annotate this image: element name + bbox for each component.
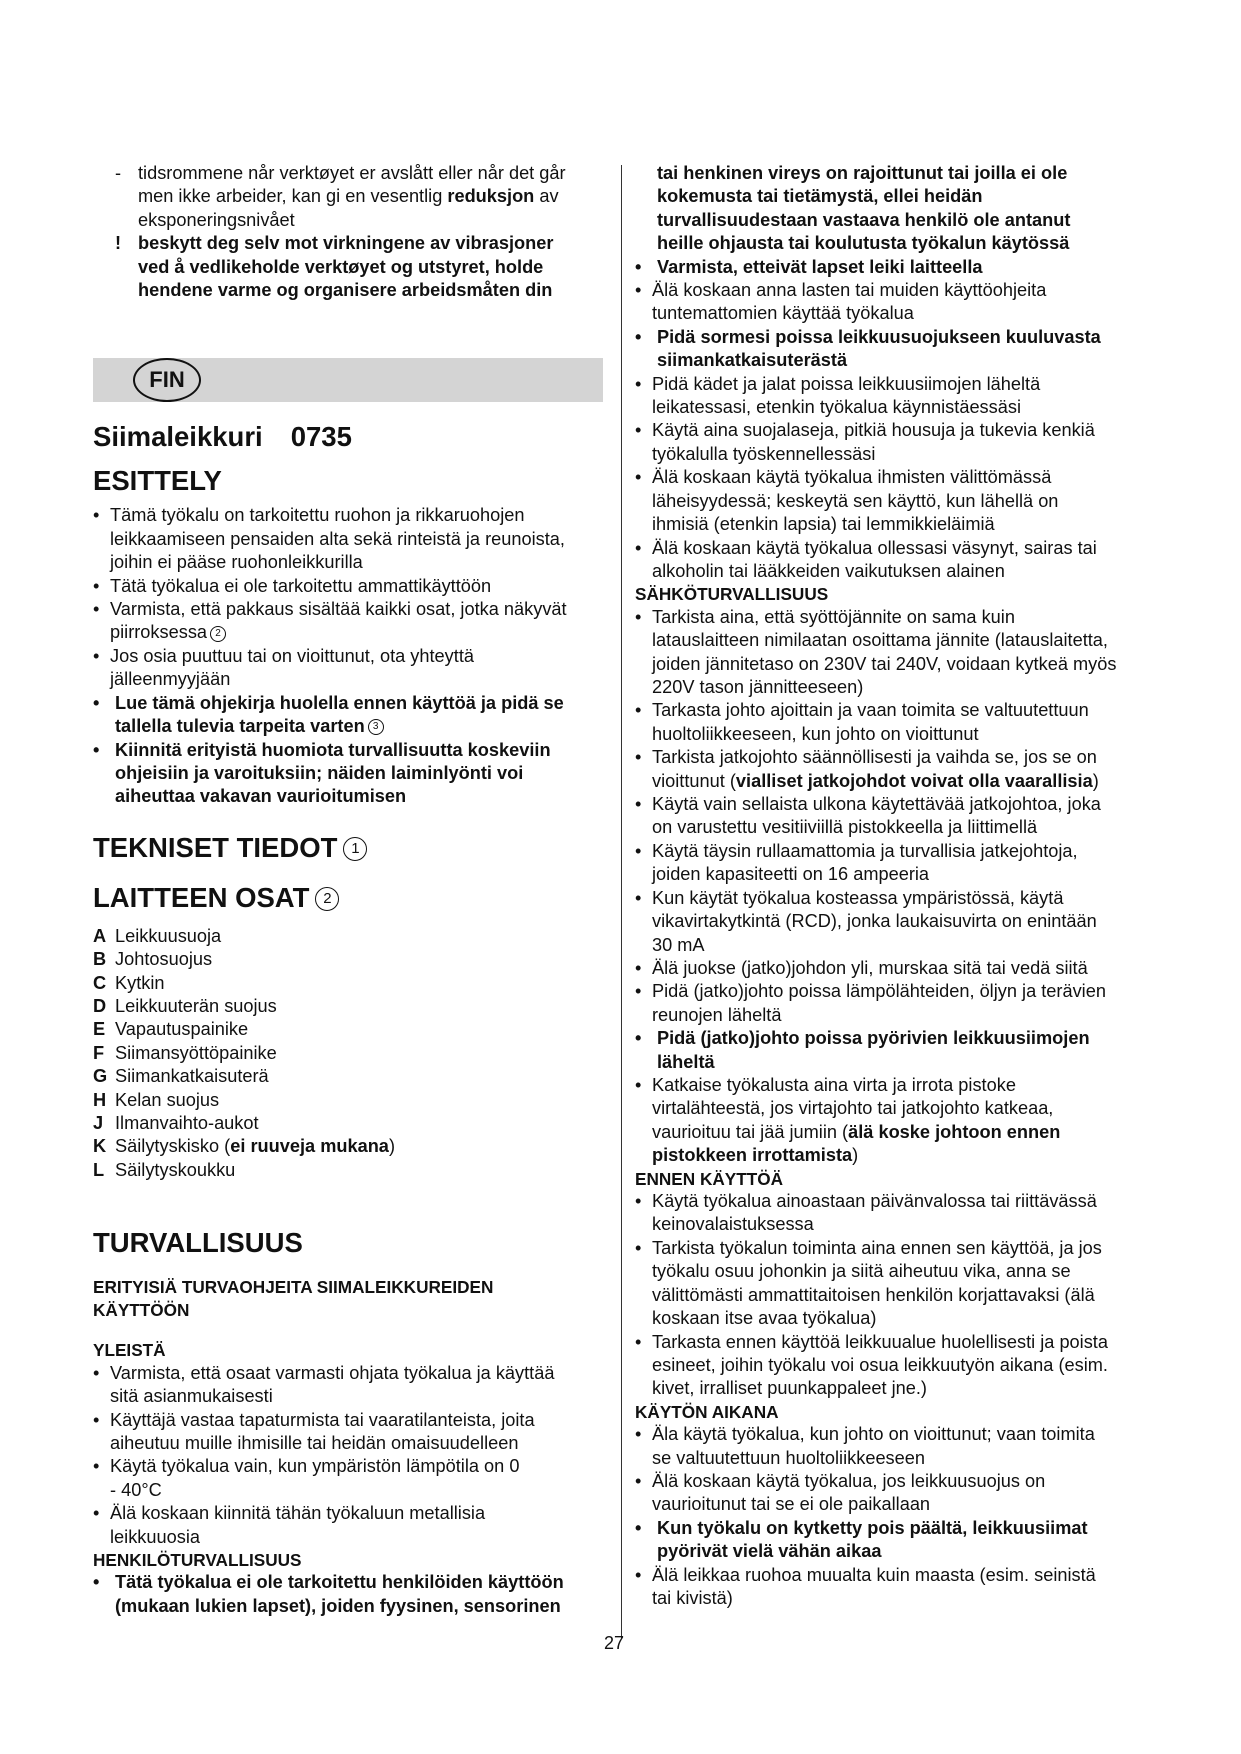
list-item-bold: • Pidä (jatko)johto poissa pyörivien leikkuusiimojen läheltä: [635, 1028, 1090, 1072]
right-column: [635, 162, 1145, 1610]
list-item: • Älä leikkaa ruohoa muualta kuin maasta (esim. seinistä tai kivistä): [635, 1564, 1096, 1609]
product-number: 0735: [290, 421, 352, 453]
list-item: • Varmista, että osaat varmasti ohjata työkalua ja käyttää sitä asianmukaisesti: [93, 1362, 555, 1407]
list-item: • Käytä työkalua vain, kun ympäristön lämpötila on 0 - 40°C: [93, 1456, 520, 1500]
subheading-sahkoturvallisuus: SÄHKÖTURVALLISUUS: [635, 584, 829, 605]
list-item: • Älä koskaan käytä työkalua, jos leikkuusuojus on vaurioitunut tai se ei ole paikallaan: [635, 1471, 1046, 1515]
list-item: • Älä koskaan anna lasten tai muiden käyttöohjeita tuntemattomien käyttää työkalua: [635, 280, 1047, 324]
text-line: eksponeringsnivået: [138, 209, 295, 230]
list-item: • Älä koskaan kiinnitä tähän työkaluun metallisia leikkuuosia: [93, 1503, 486, 1547]
part-row: C Kytkin: [93, 972, 165, 993]
list-item: • Käytä vain sellaista ulkona käytettävää jatkojohtoa, joka on varustettu vesitiiviillä pistokkeella ja liittimellä: [635, 794, 1101, 838]
list-item-bold: • Pidä sormesi poissa leikkuusuojukseen kuuluvasta siimankatkaisuterästä: [635, 326, 1101, 371]
part-row: B Johtosuojus: [93, 949, 213, 970]
esittely-list: [93, 504, 603, 808]
part-row: H Kelan suojus: [93, 1089, 220, 1110]
list-item: • Tarkista jatkojohto säännöllisesti ja vaihda se, jos se on vioittunut (vialliset jatkojohdot voivat olla vaarallisia): [635, 747, 1099, 791]
part-row: G Siimankatkaisuterä: [93, 1066, 269, 1087]
intro-dash-item: [93, 162, 603, 232]
list-item: • Käytä täysin rullaamattomia ja turvallisia jatkejohtoja, joiden kapasiteetti on 16 ampeeria: [635, 840, 1078, 885]
list-item: • Äla käytä työkalua, kun johto on vioittunut; vaan toimita se valtuutettuun huoltoliikkeeseen: [635, 1424, 1095, 1468]
list-item-bold: • Varmista, etteivät lapset leiki laitteella: [635, 256, 983, 277]
part-row: A Leikkuusuoja: [93, 925, 222, 946]
text-line: beskytt deg selv mot virkningene av vibrasjoner: [138, 233, 554, 254]
section-heading-turvallisuus: TURVALLISUUS: [93, 1227, 303, 1259]
section-heading-esittely: ESITTELY: [93, 465, 222, 497]
page-number: 27: [604, 1633, 625, 1653]
dash-bullet: -: [115, 163, 122, 183]
list-item: • Älä juokse (jatko)johdon yli, murskaa sitä tai vedä siitä: [635, 957, 1088, 978]
list-item: • Pidä kädet ja jalat poissa leikkuusiimojen läheltä leikatessasi, etenkin työkalua käynnistäessäsi: [635, 373, 1041, 418]
part-row: D Leikkuuterän suojus: [93, 995, 277, 1016]
text-line: hendene varme og organisere arbeidsmåten din: [138, 280, 553, 301]
figure-ref: 2: [210, 626, 226, 642]
list-item: • Tarkista työkalun toiminta aina ennen sen käyttöä, ja jos työkalu osuu johonkin ja siitä aiheutuu vika, anna se välittömästi ammattitaitoisen henkilön korjattavaksi (älä koskaan itse avaa työkalua): [635, 1237, 1102, 1329]
language-band: [93, 358, 603, 402]
text-line: ved å vedlikeholde verktøyet og utstyret, holde: [138, 256, 544, 277]
list-item: • Tätä työkalua ei ole tarkoitettu ammattikäyttöön: [93, 575, 492, 596]
list-item: • Kun käytät työkalua kosteassa ympäristössä, käytä vikavirtakytkintä (RCD), jonka laukaisuvirta on enintään 30 mA: [635, 887, 1097, 955]
left-column: [93, 162, 603, 1618]
subheading-kayton-aikana: KÄYTÖN AIKANA: [635, 1401, 779, 1422]
exclamation-icon: !: [115, 233, 122, 254]
list-item: • Älä koskaan käytä työkalua ihmisten välittömässä läheisyydessä; keskeytä sen käyttö, kun lähellä on ihmisiä (etenkin lapsia) tai lemmikkieläimiä: [635, 467, 1059, 535]
list-item: • Tarkasta johto ajoittain ja vaan toimita se valtuutettuun huoltoliikkeeseen, kun johto on vioittunut: [635, 700, 1089, 744]
section-heading-laitteen-osat: LAITTEEN OSAT 2: [93, 881, 603, 915]
text-line: men ikke arbeider, kan gi en vesentlig reduksjon av: [138, 186, 559, 207]
list-item-bold: • Kiinnitä erityistä huomiota turvallisuutta koskeviin ohjeisiin ja varoituksiin; näiden laiminlyönti voi aiheuttaa vakavan vaurioitumisen: [93, 739, 551, 807]
product-title: [93, 420, 603, 454]
list-item: • Tarkista aina, että syöttöjännite on sama kuin latauslaitteen nimilaatan osoittama jännite (latauslaitetta, joiden jännitetaso on 230V tai 240V, voidaan kytkeä myös 220V tason jännitteeseen): [635, 606, 1117, 698]
list-item: • Katkaise työkalusta aina virta ja irrota pistoke virtalähteestä, jos virtajohto tai jatkojohto katkeaa, vaurioituu tai jää jumiin (älä koske johtoon ennen pistokkeen irrottamista): [635, 1074, 1061, 1166]
figure-ref: 2: [315, 887, 339, 911]
list-item: • Varmista, että pakkaus sisältää kaikki osat, jotka näkyvät piirroksessa 2: [93, 599, 567, 643]
part-row: K Säilytyskisko (ei ruuveja mukana): [93, 1136, 395, 1157]
list-item: • Jos osia puuttuu tai on vioittunut, ota yhteyttä jälleenmyyjään: [93, 645, 474, 690]
figure-ref: 1: [343, 837, 367, 861]
part-row: F Siimansyöttöpainike: [93, 1042, 277, 1063]
list-item-bold: • Kun työkalu on kytketty pois päältä, leikkuusiimat pyörivät vielä vähän aikaa: [635, 1517, 1088, 1562]
list-item-bold: • Lue tämä ohjekirja huolella ennen käyttöä ja pidä se tallella tulevia tarpeita varten 3: [93, 692, 564, 737]
list-item-bold: • Tätä työkalua ei ole tarkoitettu henkilöiden käyttöön (mukaan lukien lapset), joiden fyysinen, sensorinen: [93, 1572, 564, 1616]
section-heading-tekniset: TEKNISET TIEDOT 1: [93, 831, 603, 865]
subheading-henkiloturvallisuus: HENKILÖTURVALLISUUS: [93, 1549, 302, 1570]
text-line: tidsrommene når verktøyet er avslått eller når det går: [138, 163, 566, 183]
subheading-erityisia: ERITYISIÄ TURVAOHJEITA SIIMALEIKKUREIDEN KÄYTTÖÖN: [93, 1277, 494, 1320]
list-item: • Käytä aina suojalaseja, pitkiä housuja ja tukevia kenkiä työkalulla työskennellessäsi: [635, 420, 1095, 464]
yleista-list: [93, 1362, 603, 1549]
continued-text: tai henkinen vireys on rajoittunut tai joilla ei ole kokemusta tai tietämystä, ellei heidän turvallisuudestaan vastaava henkilö ole antanut heille ohjausta tai koulutusta työkalun käytössä: [657, 163, 1071, 254]
list-item: • Älä koskaan käytä työkalua ollessasi väsynyt, sairas tai alkoholin tai lääkkeiden vaikutuksen alainen: [635, 537, 1097, 581]
list-item: • Tarkasta ennen käyttöä leikkuualue huolellisesti ja poista esineet, joihin työkalu voi osua leikkuutyön aikana (esim. kivet, irralliset puunkappaleet jne.): [635, 1331, 1108, 1399]
intro-warning-item: [93, 232, 603, 302]
list-item: • Käyttäjä vastaa tapaturmista tai vaaratilanteista, joita aiheutuu muille ihmisille tai heidän omaisuudelleen: [93, 1409, 535, 1453]
part-row: L Säilytyskoukku: [93, 1159, 236, 1180]
list-item: • Käytä työkalua ainoastaan päivänvalossa tai riittävässä keinovalaistuksessa: [635, 1191, 1097, 1235]
lang-badge: FIN: [133, 358, 201, 402]
list-item: • Pidä (jatko)johto poissa lämpölähteiden, öljyn ja terävien reunojen läheltä: [635, 981, 1106, 1025]
part-row: E Vapautuspainike: [93, 1019, 249, 1040]
column-divider: [621, 165, 622, 1638]
figure-ref: 3: [368, 719, 384, 735]
list-item: • Tämä työkalu on tarkoitettu ruohon ja rikkaruohojen leikkaamiseen pensaiden alta sekä rinteistä ja reunoista, joihin ei pääse ruohonleikkurilla: [93, 505, 565, 573]
subheading-yleista: YLEISTÄ: [93, 1340, 166, 1361]
subheading-ennen-kayttoa: ENNEN KÄYTTÖÄ: [635, 1168, 784, 1189]
product-name: Siimaleikkuri: [93, 421, 263, 453]
part-row: J Ilmanvaihto-aukot: [93, 1112, 259, 1133]
parts-list: [93, 925, 603, 1182]
